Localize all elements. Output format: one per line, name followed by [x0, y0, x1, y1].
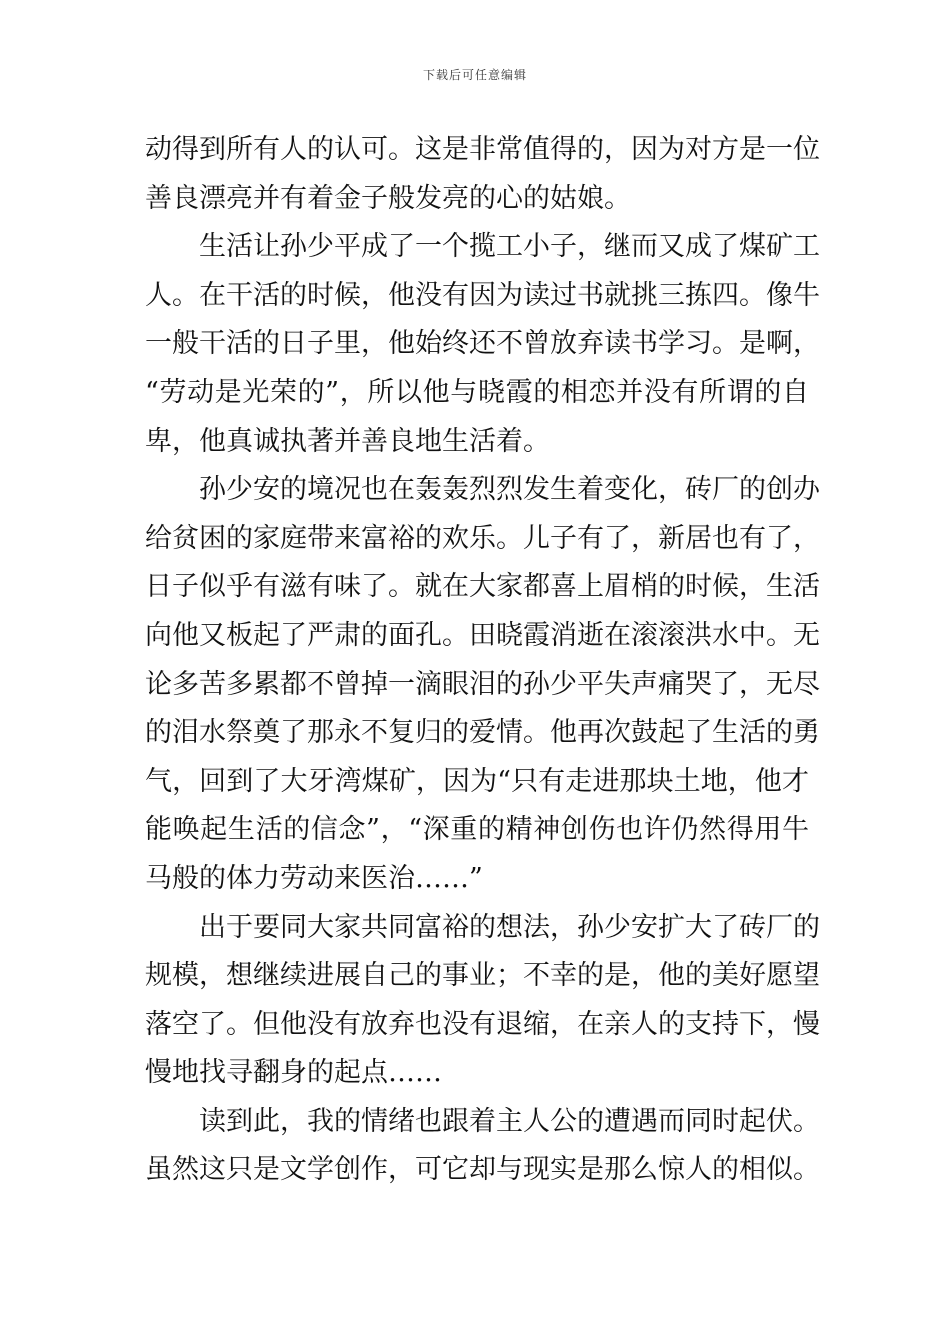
text-line: 出于要同大家共同富裕的想法，孙少安扩大了砖厂的 [199, 911, 820, 943]
document-body [145, 126, 820, 1195]
text-line: 气，回到了大牙湾煤矿，因为“只有走进那块土地，他才 [145, 765, 809, 797]
text-line: “劳动是光荣的”，所以他与晓霞的相恋并没有所谓的自 [145, 376, 809, 408]
text-line: 生活让孙少平成了一个揽工小子，继而又成了煤矿工 [199, 231, 820, 263]
text-line: 人。在干活的时候，他没有因为读过书就挑三拣四。像牛 [145, 279, 820, 311]
text-line: 动得到所有人的认可。这是非常值得的，因为对方是一位 [145, 134, 820, 165]
text-line: 日子似乎有滋有味了。就在大家都喜上眉梢的时候，生活 [145, 571, 820, 603]
text-line: 给贫困的家庭带来富裕的欢乐。儿子有了，新居也有了， [145, 522, 820, 554]
text-line: 落空了。但他没有放弃也没有退缩，在亲人的支持下，慢 [145, 1008, 820, 1040]
text-line: 马般的体力劳动来医治……” [145, 862, 483, 894]
text-line: 的泪水祭奠了那永不复归的爱情。他再次鼓起了生活的勇 [145, 717, 820, 749]
text-line: 善良漂亮并有着金子般发亮的心的姑娘。 [145, 182, 631, 214]
text-line: 慢地找寻翻身的起点…… [145, 1057, 442, 1089]
paragraph [145, 466, 820, 903]
paragraph [145, 1098, 820, 1195]
text-line: 虽然这只是文学创作，可它却与现实是那么惊人的相似。 [145, 1154, 820, 1186]
text-line: 卑，他真诚执著并善良地生活着。 [145, 425, 550, 457]
text-line: 能唤起生活的信念”，“深重的精神创伤也许仍然得用牛 [145, 814, 809, 846]
paragraph [145, 126, 820, 223]
text-line: 孙少安的境况也在轰轰烈烈发生着变化，砖厂的创办 [199, 474, 820, 506]
text-line: 一般干活的日子里，他始终还不曾放弃读书学习。是啊， [145, 328, 820, 360]
text-line: 读到此，我的情绪也跟着主人公的遭遇而同时起伏。 [199, 1105, 820, 1137]
text-line: 规模，想继续进展自己的事业；不幸的是，他的美好愿望 [145, 960, 820, 992]
page-header: 下载后可任意编辑 [422, 68, 527, 82]
paragraph [145, 223, 820, 466]
text-line: 向他又板起了严肃的面孔。田晓霞消逝在滚滚洪水中。无 [145, 619, 820, 651]
text-line: 论多苦多累都不曾掉一滴眼泪的孙少平失声痛哭了，无尽 [145, 668, 820, 700]
paragraph [145, 904, 820, 1098]
